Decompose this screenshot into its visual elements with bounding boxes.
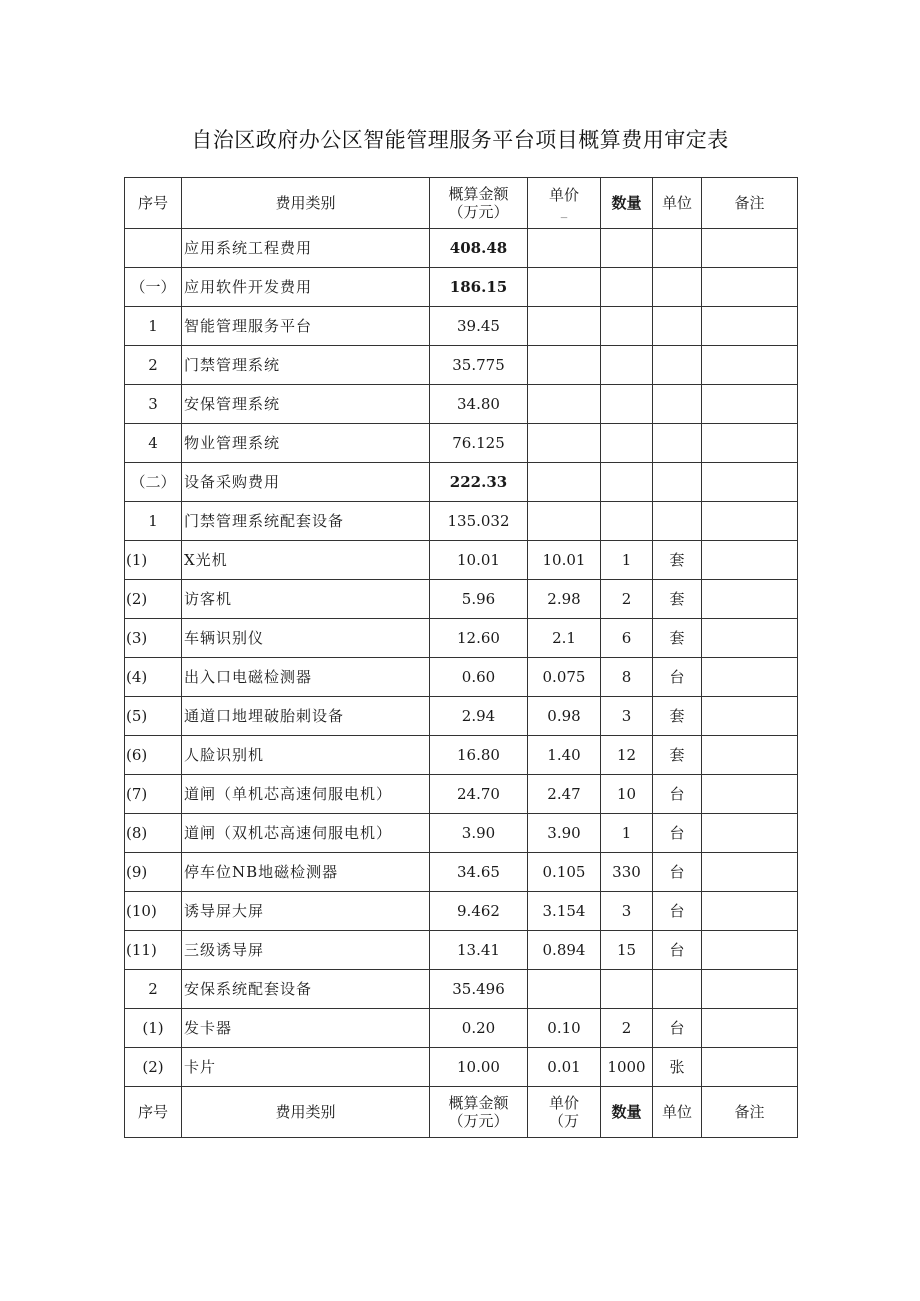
cell-quantity: 330 xyxy=(601,853,653,892)
cell-category: 道闸（双机芯高速伺服电机） xyxy=(182,814,430,853)
cell-unit-price: 10.01 xyxy=(528,541,601,580)
cell-unit: 台 xyxy=(653,775,702,814)
cell-remark xyxy=(702,658,798,697)
cell-amount: 13.41 xyxy=(430,931,528,970)
cell-remark xyxy=(702,541,798,580)
cell-remark xyxy=(702,736,798,775)
header-no: 序号 xyxy=(125,178,182,229)
cell-amount: 16.80 xyxy=(430,736,528,775)
cell-unit xyxy=(653,229,702,268)
cell-no: 1 xyxy=(125,502,182,541)
cell-quantity xyxy=(601,307,653,346)
cell-unit-price: 0.98 xyxy=(528,697,601,736)
cell-amount: 24.70 xyxy=(430,775,528,814)
cell-no: (5) xyxy=(125,697,182,736)
cell-category: X光机 xyxy=(182,541,430,580)
table-row xyxy=(125,1009,798,1048)
cell-category: 物业管理系统 xyxy=(182,424,430,463)
cell-no: 1 xyxy=(125,307,182,346)
cell-remark xyxy=(702,697,798,736)
header-qty: 数量 xyxy=(601,178,653,229)
cell-remark xyxy=(702,268,798,307)
table-row xyxy=(125,229,798,268)
table-row xyxy=(125,580,798,619)
cell-unit-price xyxy=(528,463,601,502)
cell-unit-price: 0.105 xyxy=(528,853,601,892)
header-category: 费用类别 xyxy=(182,178,430,229)
cell-remark xyxy=(702,1048,798,1087)
cell-quantity: 3 xyxy=(601,892,653,931)
cell-unit: 台 xyxy=(653,853,702,892)
cell-unit-price: 3.90 xyxy=(528,814,601,853)
cell-amount: 9.462 xyxy=(430,892,528,931)
footer-header-amount-line2: （万元） xyxy=(448,1112,509,1130)
cell-unit-price xyxy=(528,424,601,463)
footer-header-unit: 单位 xyxy=(653,1087,702,1138)
cell-remark xyxy=(702,580,798,619)
table-row xyxy=(125,970,798,1009)
cell-unit: 套 xyxy=(653,736,702,775)
cell-quantity: 1 xyxy=(601,541,653,580)
cell-category: 诱导屏大屏 xyxy=(182,892,430,931)
cell-unit-price xyxy=(528,346,601,385)
cell-remark xyxy=(702,1009,798,1048)
cell-remark xyxy=(702,463,798,502)
cell-unit-price: 2.98 xyxy=(528,580,601,619)
cell-remark xyxy=(702,931,798,970)
cell-unit: 套 xyxy=(653,541,702,580)
cell-category: 安保系统配套设备 xyxy=(182,970,430,1009)
footer-header-qty: 数量 xyxy=(601,1087,653,1138)
cell-unit-price: 2.1 xyxy=(528,619,601,658)
cell-unit-price: 0.10 xyxy=(528,1009,601,1048)
cell-amount: 39.45 xyxy=(430,307,528,346)
cell-unit-price: 1.40 xyxy=(528,736,601,775)
cell-no: (6) xyxy=(125,736,182,775)
cell-unit: 套 xyxy=(653,619,702,658)
cell-amount: 34.65 xyxy=(430,853,528,892)
footer-header-no: 序号 xyxy=(125,1087,182,1138)
footer-header-price xyxy=(528,1087,601,1138)
footer-header-amount xyxy=(430,1087,528,1138)
cell-category: 停车位NB地磁检测器 xyxy=(182,853,430,892)
cell-quantity xyxy=(601,268,653,307)
cell-amount: 5.96 xyxy=(430,580,528,619)
cell-amount: 135.032 xyxy=(430,502,528,541)
cell-category: 访客机 xyxy=(182,580,430,619)
cell-quantity xyxy=(601,385,653,424)
cell-quantity: 10 xyxy=(601,775,653,814)
cell-category: 安保管理系统 xyxy=(182,385,430,424)
cell-quantity xyxy=(601,502,653,541)
cell-no: 4 xyxy=(125,424,182,463)
cell-quantity xyxy=(601,463,653,502)
cell-quantity: 8 xyxy=(601,658,653,697)
footer-header-category: 费用类别 xyxy=(182,1087,430,1138)
cell-unit: 台 xyxy=(653,814,702,853)
cell-remark xyxy=(702,307,798,346)
cell-category: 道闸（单机芯高速伺服电机） xyxy=(182,775,430,814)
cell-no: (10) xyxy=(125,892,182,931)
table-row xyxy=(125,931,798,970)
cell-category: 应用系统工程费用 xyxy=(182,229,430,268)
table-row xyxy=(125,1048,798,1087)
cell-amount: 408.48 xyxy=(430,229,528,268)
cell-category: 发卡器 xyxy=(182,1009,430,1048)
table-row xyxy=(125,736,798,775)
table-row xyxy=(125,892,798,931)
cell-amount: 0.60 xyxy=(430,658,528,697)
cell-quantity: 12 xyxy=(601,736,653,775)
cell-unit xyxy=(653,346,702,385)
cell-unit xyxy=(653,502,702,541)
cell-amount: 35.775 xyxy=(430,346,528,385)
table-row xyxy=(125,541,798,580)
cell-unit: 张 xyxy=(653,1048,702,1087)
cell-no: (11) xyxy=(125,931,182,970)
cell-category: 出入口电磁检测器 xyxy=(182,658,430,697)
header-amount-line1: 概算金额 xyxy=(448,185,509,203)
header-remark: 备注 xyxy=(702,178,798,229)
cell-amount: 76.125 xyxy=(430,424,528,463)
cell-remark xyxy=(702,853,798,892)
table-row xyxy=(125,502,798,541)
cell-amount: 10.01 xyxy=(430,541,528,580)
table-row xyxy=(125,463,798,502)
cell-unit-price: 0.894 xyxy=(528,931,601,970)
cell-amount: 2.94 xyxy=(430,697,528,736)
cell-no: 3 xyxy=(125,385,182,424)
cell-unit: 套 xyxy=(653,580,702,619)
table-row xyxy=(125,775,798,814)
cell-unit-price xyxy=(528,385,601,424)
footer-header-price-line1: 单价 xyxy=(548,1094,579,1112)
cell-quantity xyxy=(601,424,653,463)
cell-unit: 台 xyxy=(653,931,702,970)
cell-amount: 186.15 xyxy=(430,268,528,307)
cell-no: (1) xyxy=(125,1009,182,1048)
cell-remark xyxy=(702,970,798,1009)
table-row xyxy=(125,853,798,892)
footer-header-price-line2: （万 xyxy=(548,1112,579,1130)
cell-unit xyxy=(653,385,702,424)
cell-unit xyxy=(653,424,702,463)
cell-unit-price xyxy=(528,970,601,1009)
cell-category: 通道口地埋破胎刺设备 xyxy=(182,697,430,736)
header-price xyxy=(528,178,601,229)
cell-amount: 35.496 xyxy=(430,970,528,1009)
cell-quantity: 15 xyxy=(601,931,653,970)
table-footer-header-row xyxy=(125,1087,798,1138)
cell-remark xyxy=(702,814,798,853)
table-row xyxy=(125,814,798,853)
table-row xyxy=(125,619,798,658)
cell-unit xyxy=(653,268,702,307)
cell-remark xyxy=(702,424,798,463)
cell-remark xyxy=(702,502,798,541)
table-row xyxy=(125,346,798,385)
cell-no: (3) xyxy=(125,619,182,658)
cell-no: (9) xyxy=(125,853,182,892)
cell-no: 2 xyxy=(125,970,182,1009)
cell-unit: 台 xyxy=(653,1009,702,1048)
cell-no: （二） xyxy=(125,463,182,502)
cell-unit xyxy=(653,307,702,346)
cell-no: (2) xyxy=(125,580,182,619)
cell-quantity: 2 xyxy=(601,580,653,619)
footer-header-remark: 备注 xyxy=(702,1087,798,1138)
cell-quantity xyxy=(601,346,653,385)
cell-category: 卡片 xyxy=(182,1048,430,1087)
cell-amount: 3.90 xyxy=(430,814,528,853)
cell-category: 车辆识别仪 xyxy=(182,619,430,658)
budget-table xyxy=(124,177,798,1138)
cell-unit xyxy=(653,463,702,502)
cell-category: 门禁管理系统 xyxy=(182,346,430,385)
cell-category: 门禁管理系统配套设备 xyxy=(182,502,430,541)
cell-no: (7) xyxy=(125,775,182,814)
cell-amount: 12.60 xyxy=(430,619,528,658)
cell-quantity: 2 xyxy=(601,1009,653,1048)
cell-no: (2) xyxy=(125,1048,182,1087)
table-row xyxy=(125,268,798,307)
cell-unit-price: 2.47 xyxy=(528,775,601,814)
cell-unit-price xyxy=(528,268,601,307)
cell-category: 智能管理服务平台 xyxy=(182,307,430,346)
footer-header-amount-line1: 概算金额 xyxy=(448,1094,509,1112)
cell-amount: 34.80 xyxy=(430,385,528,424)
cell-unit-price: 0.01 xyxy=(528,1048,601,1087)
cell-quantity xyxy=(601,970,653,1009)
table-row xyxy=(125,697,798,736)
header-amount xyxy=(430,178,528,229)
cell-remark xyxy=(702,619,798,658)
cell-remark xyxy=(702,775,798,814)
cell-category: 三级诱导屏 xyxy=(182,931,430,970)
cell-no: (8) xyxy=(125,814,182,853)
table-header-row xyxy=(125,178,798,229)
header-amount-line2: （万元） xyxy=(448,203,509,221)
table-row xyxy=(125,658,798,697)
cell-unit: 套 xyxy=(653,697,702,736)
cell-category: 人脸识别机 xyxy=(182,736,430,775)
header-price-line2: _ xyxy=(560,204,568,220)
cell-unit xyxy=(653,970,702,1009)
cell-amount: 222.33 xyxy=(430,463,528,502)
cell-remark xyxy=(702,385,798,424)
cell-no: (4) xyxy=(125,658,182,697)
table-row xyxy=(125,385,798,424)
cell-no: （一） xyxy=(125,268,182,307)
cell-unit-price xyxy=(528,307,601,346)
header-unit: 单位 xyxy=(653,178,702,229)
page-title: 自治区政府办公区智能管理服务平台项目概算费用审定表 xyxy=(191,128,729,152)
cell-quantity xyxy=(601,229,653,268)
cell-remark xyxy=(702,229,798,268)
table-row xyxy=(125,424,798,463)
cell-quantity: 1000 xyxy=(601,1048,653,1087)
cell-remark xyxy=(702,892,798,931)
cell-no xyxy=(125,229,182,268)
cell-amount: 10.00 xyxy=(430,1048,528,1087)
cell-unit: 台 xyxy=(653,892,702,931)
cell-quantity: 6 xyxy=(601,619,653,658)
cell-unit-price: 0.075 xyxy=(528,658,601,697)
cell-quantity: 3 xyxy=(601,697,653,736)
cell-remark xyxy=(702,346,798,385)
cell-unit-price xyxy=(528,502,601,541)
header-price-line1: 单价 xyxy=(548,186,579,205)
cell-category: 应用软件开发费用 xyxy=(182,268,430,307)
cell-amount: 0.20 xyxy=(430,1009,528,1048)
table-row xyxy=(125,307,798,346)
cell-unit: 台 xyxy=(653,658,702,697)
cell-unit-price xyxy=(528,229,601,268)
cell-no: (1) xyxy=(125,541,182,580)
cell-unit-price: 3.154 xyxy=(528,892,601,931)
cell-quantity: 1 xyxy=(601,814,653,853)
cell-no: 2 xyxy=(125,346,182,385)
cell-category: 设备采购费用 xyxy=(182,463,430,502)
